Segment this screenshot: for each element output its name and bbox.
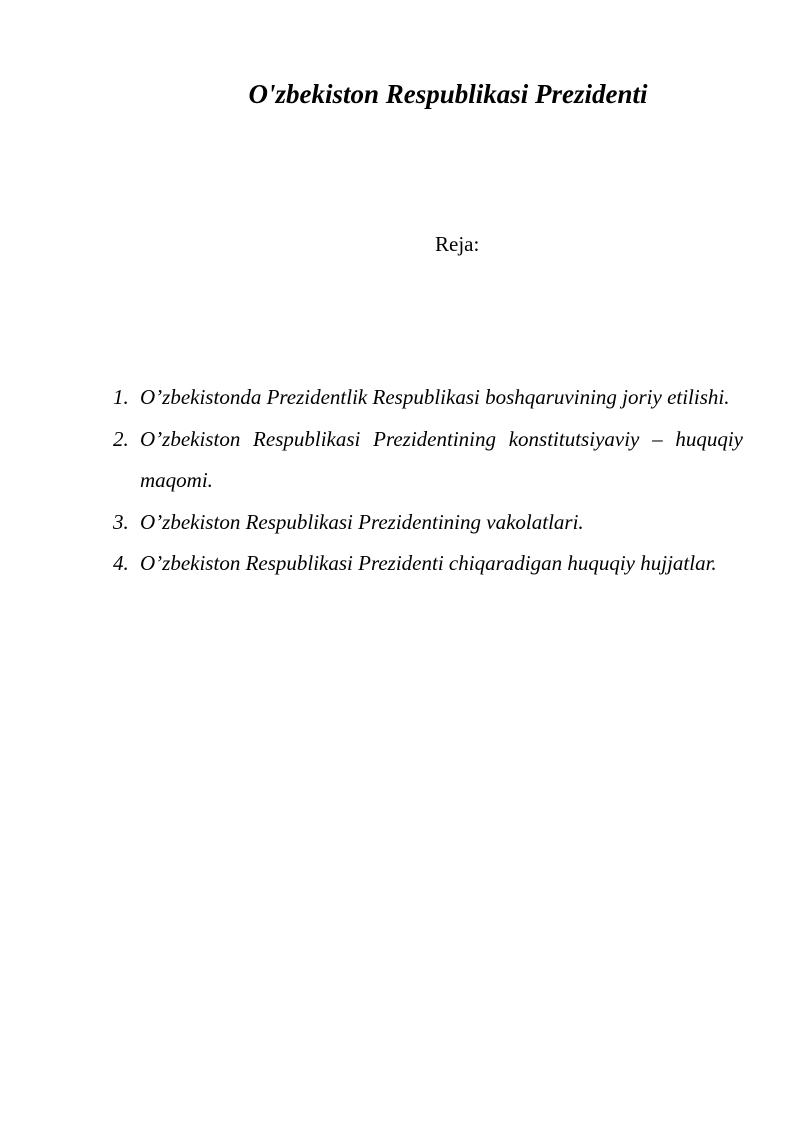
- plan-item-text: O’zbekistonda Prezidentlik Respublikasi boshqaruvining joriy etilishi.: [140, 385, 730, 409]
- plan-item-number: 3.: [113, 509, 129, 534]
- plan-item-number: 2.: [113, 426, 129, 451]
- plan-item-number: 4.: [113, 551, 129, 575]
- plan-item-text: O’zbekiston Respublikasi Prezidenti chiqaradigan huquqiy hujjatlar.: [140, 551, 717, 575]
- plan-item-3: [113, 502, 743, 544]
- plan-heading: Reja:: [435, 232, 480, 256]
- plan-item-4: [113, 543, 743, 585]
- plan-item-text: O’zbekiston Respublikasi Prezidentining konstitutsiyaviy – huquqiy maqomi.: [140, 426, 743, 492]
- plan-item-1: [113, 377, 743, 419]
- plan-item-text: O’zbekiston Respublikasi Prezidentining vakolatlari.: [140, 509, 584, 534]
- document-title: O'zbekiston Respublikasi Prezidenti: [248, 79, 648, 109]
- plan-item-2: [113, 419, 743, 502]
- plan-item-number: 1.: [113, 385, 129, 409]
- plan-list: [113, 377, 743, 585]
